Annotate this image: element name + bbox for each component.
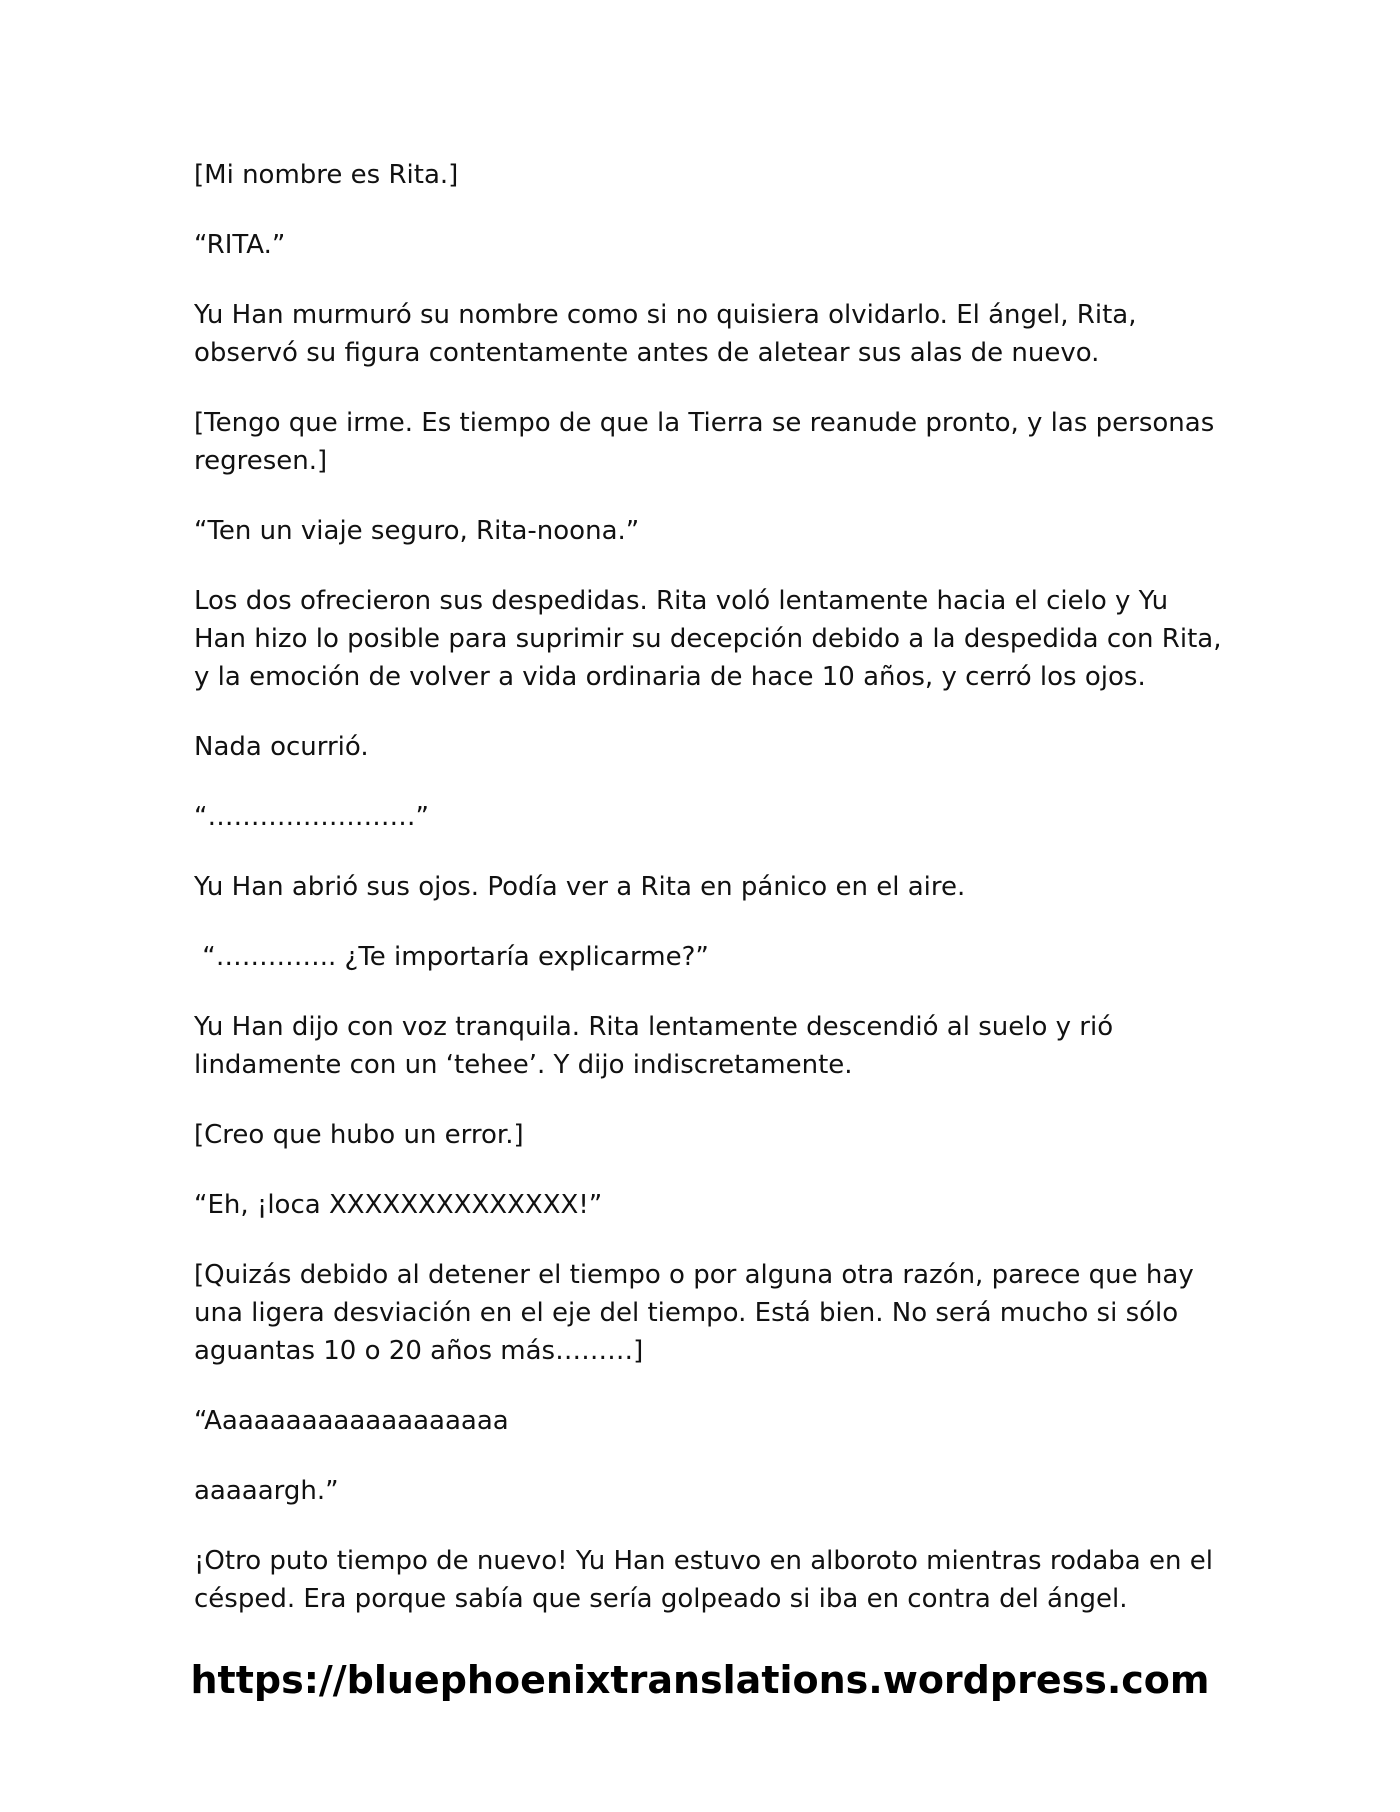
paragraph: Yu Han dijo con voz tranquila. Rita lentamente descendió al suelo y rió lindamente con un ‘tehee’. Y dijo indiscretamente. [194,1012,1122,1080]
document-body [194,156,1230,1650]
paragraph: “Ten un viaje seguro, Rita-noona.” [194,516,640,546]
paragraph: [Tengo que irme. Es tiempo de que la Tierra se reanude pronto, y las personas regresen.] [194,408,1223,476]
paragraph: ¡Otro puto tiempo de nuevo! Yu Han estuvo en alboroto mientras rodaba en el césped. Era porque sabía que sería golpeado si iba en contra del ángel. [194,1546,1222,1614]
paragraph: “RITA.” [194,230,286,260]
paragraph: Nada ocurrió. [194,732,369,762]
paragraph: Los dos ofrecieron sus despedidas. Rita voló lentamente hacia el cielo y Yu Han hizo lo posible para suprimir su decepción debido a la despedida con Rita, y la emoción de volver a vida ordinaria de hace 10 años, y cerró los ojos. [194,586,1230,692]
paragraph: Yu Han murmuró su nombre como si no quisiera olvidarlo. El ángel, Rita, observó su figura contentamente antes de aletear sus alas de nuevo. [194,300,1145,368]
paragraph: “……………………” [194,802,429,832]
paragraph: Yu Han abrió sus ojos. Podía ver a Rita en pánico en el aire. [194,872,966,902]
paragraph: [Creo que hubo un error.] [194,1120,524,1150]
paragraph: “Aaaaaaaaaaaaaaaaaaa [194,1406,509,1436]
paragraph: “………….. ¿Te importaría explicarme?” [194,942,709,972]
paragraph: aaaaargh.” [194,1476,339,1506]
paragraph: [Quizás debido al detener el tiempo o por alguna otra razón, parece que hay una ligera desviación en el eje del tiempo. Está bien. No será mucho si sólo aguantas 10 o 20 años más………] [194,1260,1202,1366]
footer-url: https://bluephoenixtranslations.wordpress.com [190,1658,1210,1702]
paragraph: [Mi nombre es Rita.] [194,160,459,190]
paragraph: “Eh, ¡loca XXXXXXXXXXXXXX!” [194,1190,603,1220]
